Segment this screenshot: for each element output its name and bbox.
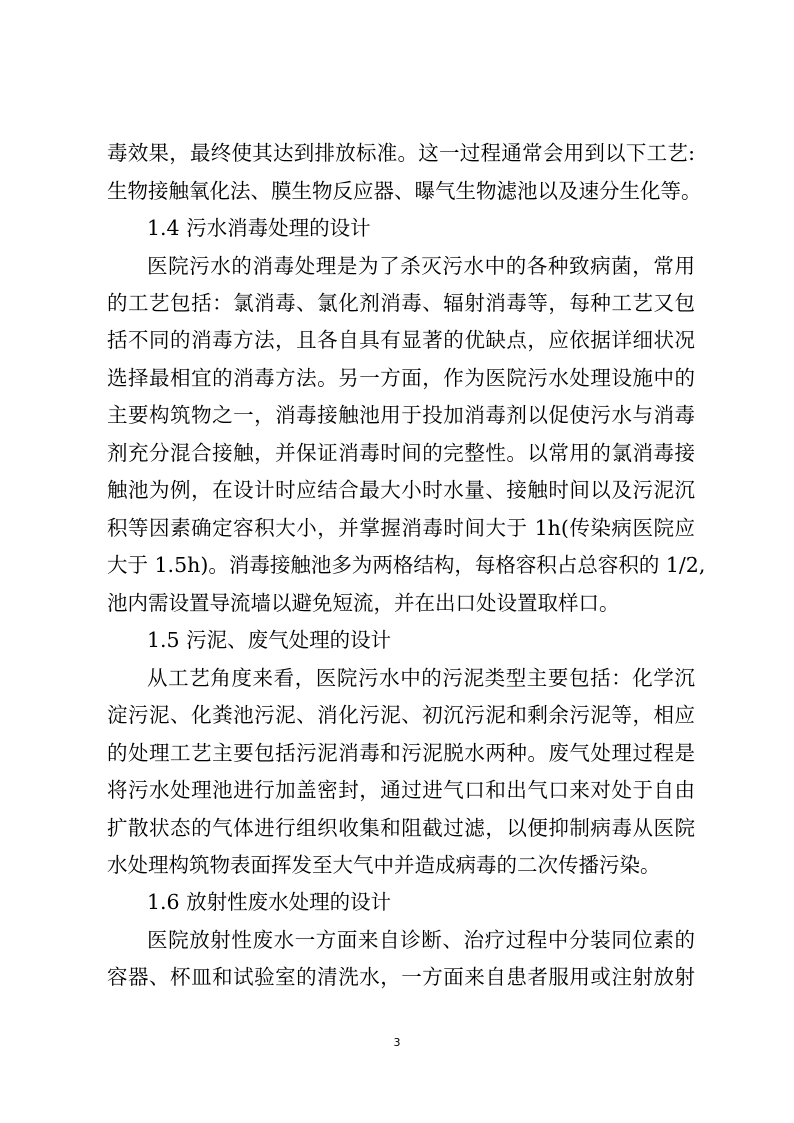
paragraph-line: 将污水处理池进行加盖密封，通过进气口和出气口来对处于自由 [107,778,695,802]
paragraph-line: 水处理构筑物表面挥发至大气中并造成病毒的二次传播污染。 [107,853,661,877]
paragraph-line: 生物接触氧化法、膜生物反应器、曝气生物滤池以及速分生化等。 [107,179,702,203]
paragraph-line: 的处理工艺主要包括污泥消毒和污泥脱水两种。废气处理过程是 [107,741,695,765]
paragraph-line: 医院放射性废水一方面来自诊断、治疗过程中分装同位素的 [147,928,695,952]
section-heading: 1.6 放射性废水处理的设计 [147,890,392,914]
paragraph-line: 积等因素确定容积大小，并掌握消毒时间大于 1h(传染病医院应 [107,516,695,540]
paragraph-line: 医院污水的消毒处理是为了杀灭污水中的各种致病菌，常用 [147,254,695,278]
paragraph-line: 剂充分混合接触，并保证消毒时间的完整性。以常用的氯消毒接 [107,441,695,465]
section-heading: 1.4 污水消毒处理的设计 [147,216,371,240]
section-heading: 1.5 污泥、废气处理的设计 [147,628,392,652]
paragraph-line: 容器、杯皿和试验室的清洗水，一方面来自患者服用或注射放射 [107,965,695,989]
page-number: 3 [393,1036,401,1049]
paragraph-line: 池内需设置导流墙以避免短流，并在出口处设置取样口。 [107,591,620,615]
paragraph-line: 触池为例，在设计时应结合最大小时水量、接触时间以及污泥沉 [107,478,695,502]
paragraph-line: 大于 1.5h)。消毒接触池多为两格结构，每格容积占总容积的 1/2, [107,553,706,577]
paragraph-line: 从工艺角度来看，医院污水中的污泥类型主要包括：化学沉 [147,666,695,690]
paragraph-line: 主要构筑物之一，消毒接触池用于投加消毒剂以促使污水与消毒 [107,403,695,427]
paragraph-line: 扩散状态的气体进行组织收集和阻截过滤，以便抑制病毒从医院 [107,816,695,840]
paragraph-line: 淀污泥、化粪池污泥、消化污泥、初沉污泥和剩余污泥等，相应 [107,703,695,727]
paragraph-line: 选择最相宜的消毒方法。另一方面，作为医院污水处理设施中的 [107,366,695,390]
paragraph-line: 括不同的消毒方法，且各自具有显著的优缺点，应依据详细状况 [107,328,695,352]
paragraph-line: 的工艺包括：氯消毒、氯化剂消毒、辐射消毒等，每种工艺又包 [107,291,695,315]
paragraph-line: 毒效果，最终使其达到排放标准。这一过程通常会用到以下工艺: [107,141,695,165]
